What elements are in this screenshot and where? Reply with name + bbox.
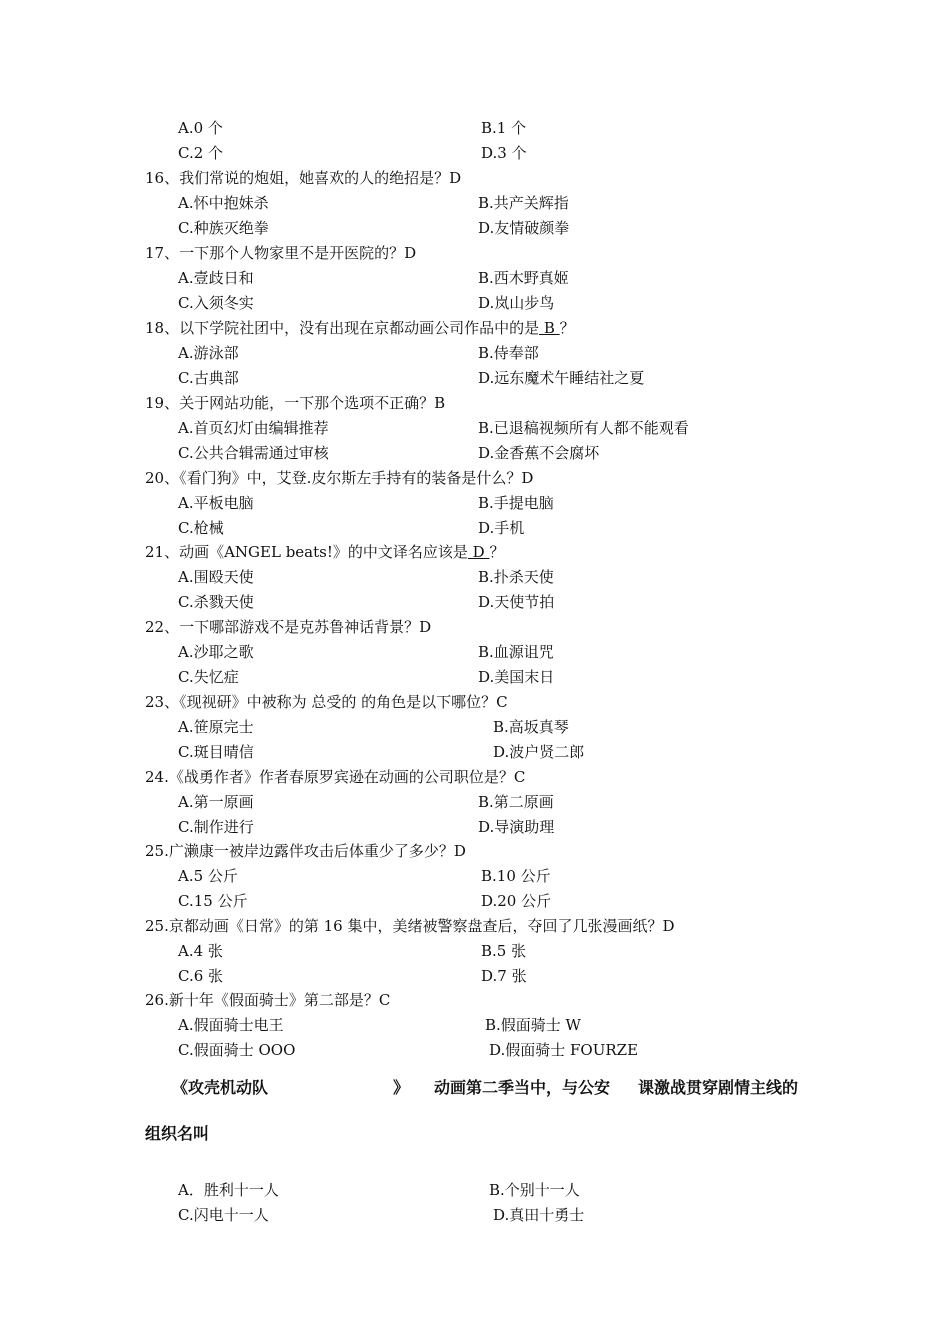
option-d: D.岚山步鸟: [478, 294, 555, 312]
question-21: [145, 542, 504, 562]
final-question-part3: 动画第二季当中，与公安: [434, 1078, 611, 1097]
question-20: 20、《看门狗》中，艾登.皮尔斯左手持有的装备是什么？D: [145, 469, 534, 487]
option-d: D.天使节拍: [478, 593, 555, 611]
question-23: 23、《现视研》中被称为 总受的 的角色是以下哪位？C: [145, 693, 508, 711]
answer-blank: D: [467, 543, 490, 561]
option-b: B.假面骑士 W: [485, 1016, 581, 1034]
question-18: [145, 318, 575, 338]
option-c: C.失忆症: [178, 668, 239, 686]
question-22: 22、一下哪部游戏不是克苏鲁神话背景？D: [145, 618, 432, 636]
option-a: A.第一原画: [178, 793, 254, 811]
option-c: C.种族灭绝拳: [178, 219, 269, 237]
option-d: D.真田十勇士: [493, 1206, 585, 1224]
option-a: A.游泳部: [178, 344, 239, 362]
option-c: C.闪电十一人: [178, 1206, 269, 1224]
option-d: D.友情破颜拳: [478, 219, 570, 237]
option-c: C.古典部: [178, 369, 239, 387]
option-c: C.6 张: [178, 967, 224, 985]
option-b: B.西木野真姬: [478, 269, 569, 287]
option-a: A.假面骑士电王: [178, 1016, 284, 1034]
option-a: A.壹歧日和: [178, 269, 254, 287]
option-b: B.高坂真琴: [493, 718, 569, 736]
question-25b: 25.京都动画《日常》的第 16 集中，美绪被警察盘查后，夺回了几张漫画纸？D: [145, 917, 675, 935]
option-b: B.5 张: [481, 942, 527, 960]
option-b: B.共产关辉指: [478, 194, 569, 212]
option-b: B.第二原画: [478, 793, 554, 811]
option-b: B.手提电脑: [478, 494, 554, 512]
option-b: B.1 个: [481, 119, 527, 137]
option-b: B.扑杀天使: [478, 568, 554, 586]
question-text: 21、动画《ANGEL beats!》的中文译名应该是: [145, 543, 468, 561]
option-a: A.平板电脑: [178, 494, 254, 512]
final-question-part1: 《攻壳机动队: [172, 1078, 269, 1097]
option-d: D.远东魔术午睡结社之夏: [478, 369, 645, 387]
option-a: A．胜利十一人: [178, 1181, 279, 1199]
final-question-part4: 课激战贯穿剧情主线的: [638, 1078, 799, 1097]
option-d: D.导演助理: [478, 818, 555, 836]
option-c: C.入须冬实: [178, 294, 254, 312]
option-d: D.美国末日: [478, 668, 555, 686]
option-a: A.围殴天使: [178, 568, 254, 586]
question-text-end: ？: [489, 543, 505, 561]
option-b: B.个别十一人: [489, 1181, 580, 1199]
answer-blank: B: [539, 319, 560, 337]
option-d: D.7 张: [481, 967, 527, 985]
question-26: 26.新十年《假面骑士》第二部是？C: [145, 991, 391, 1009]
option-c: C.假面骑士 OOO: [178, 1041, 296, 1059]
option-c: C.杀戮天使: [178, 593, 254, 611]
option-c: C.斑目晴信: [178, 743, 254, 761]
option-c: C.枪械: [178, 519, 224, 537]
option-c: C.2 个: [178, 144, 224, 162]
question-text-end: ？: [559, 319, 575, 337]
option-d: D.波户贤二郎: [493, 743, 585, 761]
option-a: A.怀中抱妹杀: [178, 194, 269, 212]
option-b: B.侍奉部: [478, 344, 539, 362]
option-d: D.假面骑士 FOURZE: [489, 1041, 639, 1059]
option-d: D.金香蕉不会腐坏: [478, 444, 600, 462]
final-question-part5: 组织名叫: [145, 1124, 210, 1143]
option-a: A.沙耶之歌: [178, 643, 254, 661]
option-b: B.10 公斤: [481, 867, 551, 885]
option-a: A.5 公斤: [178, 867, 238, 885]
option-a: A.笹原完士: [178, 718, 254, 736]
question-text: 18、以下学院社团中，没有出现在京都动画公司作品中的是: [145, 319, 540, 337]
option-c: C.制作进行: [178, 818, 254, 836]
option-a: A.首页幻灯由编辑推荐: [178, 419, 329, 437]
option-d: D.20 公斤: [481, 892, 552, 910]
final-question-part2: 》: [393, 1078, 410, 1097]
option-c: C.公共合辑需通过审核: [178, 444, 329, 462]
question-17: 17、一下那个人物家里不是开医院的？D: [145, 244, 417, 262]
option-a: A.0 个: [178, 119, 223, 137]
option-b: B.血源诅咒: [478, 643, 554, 661]
question-16: 16、我们常说的炮姐，她喜欢的人的绝招是？D: [145, 169, 462, 187]
option-d: D.3 个: [481, 144, 527, 162]
question-25: 25.广濑康一被岸边露伴攻击后体重少了多少？D: [145, 842, 466, 860]
question-19: 19、关于网站功能，一下那个选项不正确？B: [145, 394, 446, 412]
option-d: D.手机: [478, 519, 525, 537]
question-24: 24.《战勇作者》作者春原罗宾逊在动画的公司职位是？C: [145, 768, 526, 786]
option-c: C.15 公斤: [178, 892, 248, 910]
option-a: A.4 张: [178, 942, 223, 960]
option-b: B.已退稿视频所有人都不能观看: [478, 419, 689, 437]
